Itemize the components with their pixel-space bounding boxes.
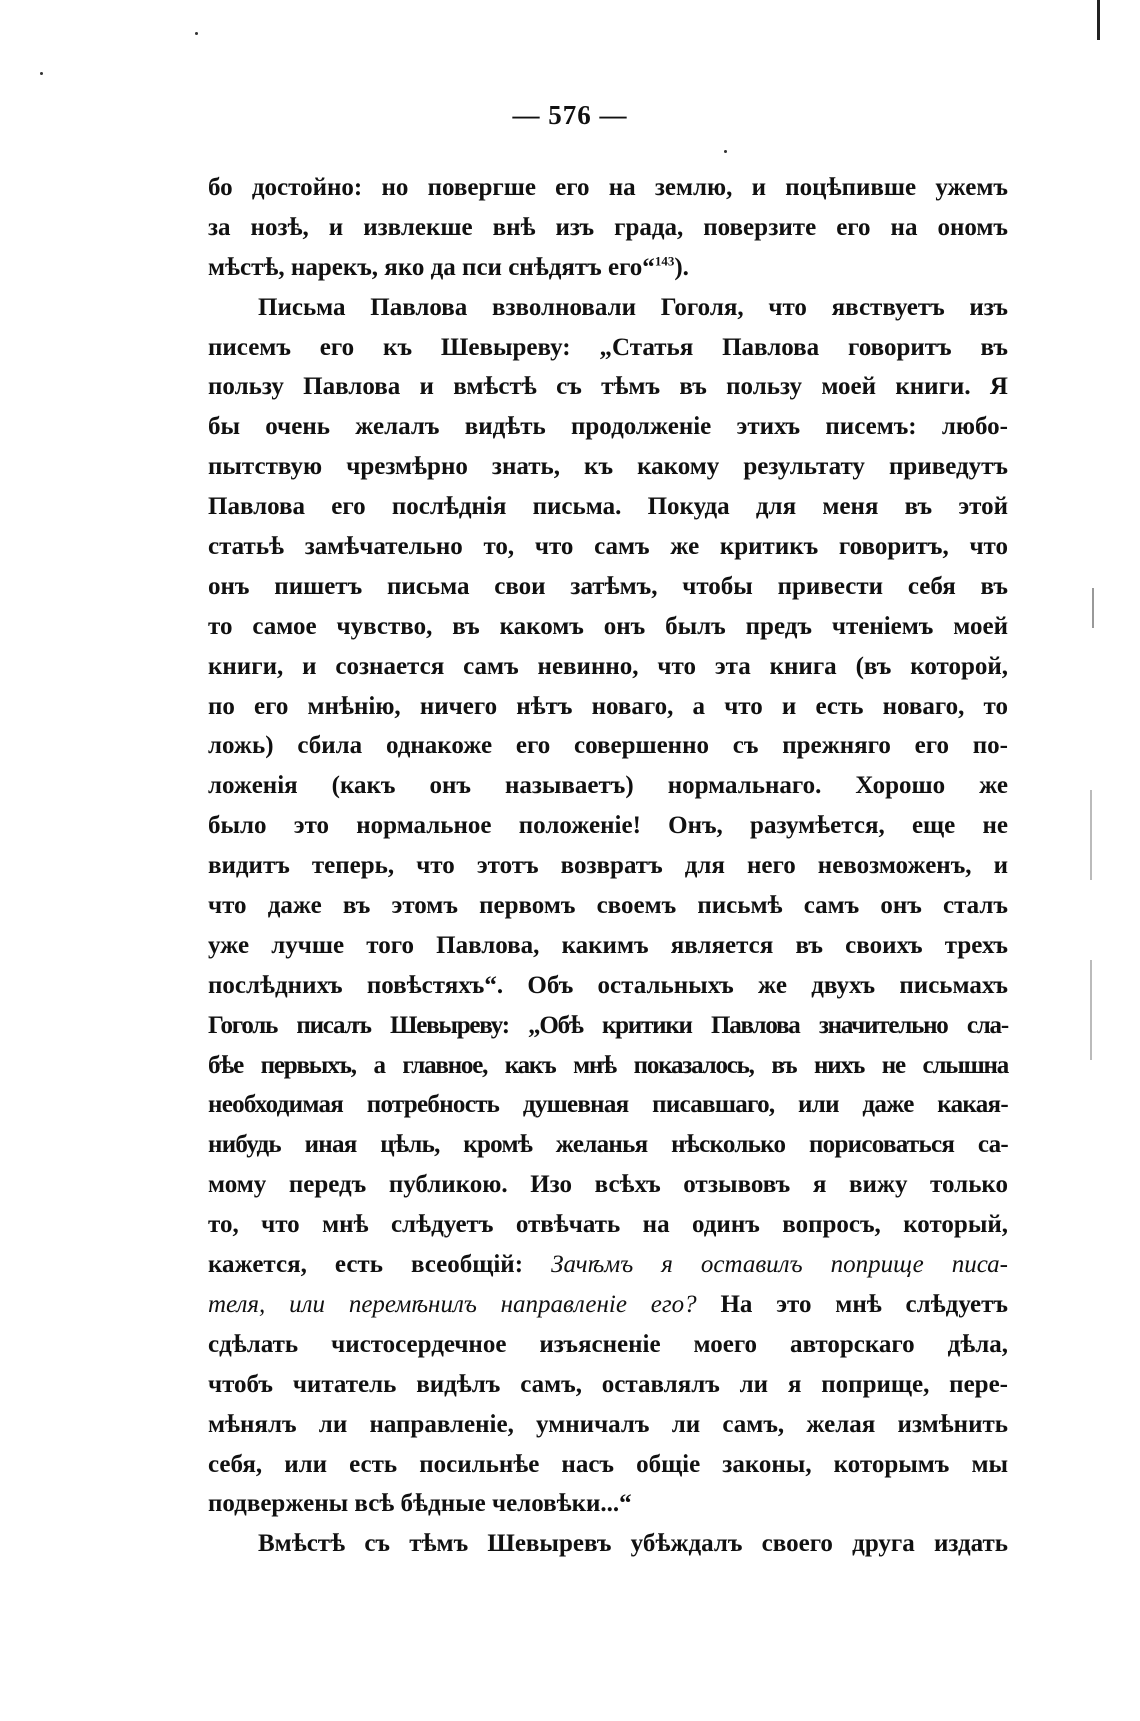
text-line: кажется, есть всеобщій: Зачѣмъ я оставилъ поприще писа-: [208, 1251, 1008, 1279]
text-line: мѣстѣ, нарекъ, яко да пси снѣдятъ его“$^{143}$).: [208, 253, 689, 281]
page-number: — 576 —: [512, 100, 628, 130]
text-line: что даже въ этомъ первомъ своемъ письмѣ самъ онъ сталъ: [208, 892, 1008, 920]
scan-edge-mark: [1097, 0, 1100, 40]
scan-speck: [40, 72, 43, 75]
paragraph-start-line: Вмѣстѣ съ тѣмъ Шевыревъ убѣждалъ своего друга издать: [258, 1530, 1008, 1558]
italic-quote: теля, или перемѣнилъ направленіе его?: [208, 1290, 697, 1318]
text-line: чтобъ читатель видѣлъ самъ, оставлялъ ли я поприще, пере-: [208, 1370, 1008, 1398]
text-line: мѣнялъ ли направленіе, умничалъ ли самъ, желая измѣнить: [208, 1410, 1008, 1438]
text-line: ложь) сбила однакоже его совершенно съ прежняго его по-: [208, 732, 1008, 760]
text-line: онъ пишетъ письма свои затѣмъ, чтобы привести себя въ: [208, 572, 1008, 600]
text-line: подвержены всѣ бѣдные человѣки...“: [208, 1490, 632, 1518]
text-line: себя, или есть посильнѣе насъ общіе законы, которымъ мы: [208, 1450, 1008, 1478]
text-line: ложенія (какъ онъ называетъ) нормальнаго. Хорошо же: [208, 772, 1008, 800]
text-line: необходимая потребность душевная писавшаго, или даже какая-: [208, 1091, 1008, 1119]
text-line: бѣе первыхъ, а главное, какъ мнѣ показалось, въ нихъ не слышна: [208, 1051, 1008, 1079]
text-line: уже лучше того Павлова, какимъ является въ своихъ трехъ: [208, 931, 1008, 959]
text-line: видитъ теперь, что этотъ возвратъ для него невозможенъ, и: [208, 852, 1008, 880]
text-line: то самое чувство, въ какомъ онъ былъ предъ чтеніемъ моей: [208, 612, 1008, 640]
text-line: пытствую чрезмѣрно знать, къ какому результату приведутъ: [208, 453, 1008, 481]
body-text: [208, 168, 1008, 1564]
text-line: бо достойно: но повергше его на землю, и поцѣпивше ужемъ: [208, 174, 1008, 201]
text-line: пользу Павлова и вмѣстѣ съ тѣмъ въ пользу моей книги. Я: [208, 373, 1008, 401]
text-line: нибудь иная цѣль, кромѣ желанья нѣсколько порисоваться са-: [208, 1131, 1008, 1159]
text-line: книги, и сознается самъ невинно, что эта книга (въ которой,: [208, 652, 1008, 680]
text-line: теля, или перемѣнилъ направленіе его? На это мнѣ слѣдуетъ: [208, 1290, 1008, 1318]
text-line: за нозѣ, и извлекше внѣ изъ града, поверзите его на ономъ: [208, 213, 1008, 241]
scan-speck: [724, 150, 727, 153]
scan-speck: [195, 32, 198, 35]
scan-edge-mark: [1090, 960, 1092, 1060]
italic-quote: Зачѣмъ я оставилъ поприще писа-: [551, 1251, 1008, 1279]
text-line: писемъ его къ Шевыреву: „Статья Павлова говоритъ въ: [208, 333, 1008, 361]
text-line: статьѣ замѣчательно то, что самъ же критикъ говоритъ, что: [208, 533, 1008, 561]
text-line: Павлова его послѣднія письма. Покуда для меня въ этой: [208, 493, 1008, 521]
scan-edge-mark: [1090, 790, 1092, 880]
text-line: бы очень желалъ видѣть продолженіе этихъ писемъ: любо-: [208, 413, 1008, 441]
scan-edge-mark: [1092, 588, 1094, 628]
text-line: Гоголь писалъ Шевыреву: „Обѣ критики Павлова значительно сла-: [208, 1011, 1008, 1039]
text-line: мому передъ публикою. Изо всѣхъ отзывовъ я вижу только: [208, 1171, 1008, 1199]
text-line: сдѣлать чистосердечное изъясненіе моего авторскаго дѣла,: [208, 1330, 1008, 1358]
paragraph-start-line: Письма Павлова взволновали Гоголя, что явствуетъ изъ: [258, 293, 1008, 321]
text-line: послѣднихъ повѣстяхъ“. Объ остальныхъ же двухъ письмахъ: [208, 971, 1008, 999]
text-line: по его мнѣнію, ничего нѣтъ новаго, а что и есть новаго, то: [208, 692, 1008, 720]
text-line: было это нормальное положеніе! Онъ, разумѣется, еще не: [208, 812, 1008, 840]
text-line: то, что мнѣ слѣдуетъ отвѣчать на одинъ вопросъ, который,: [208, 1211, 1008, 1239]
footnote-ref: 143: [654, 253, 675, 269]
